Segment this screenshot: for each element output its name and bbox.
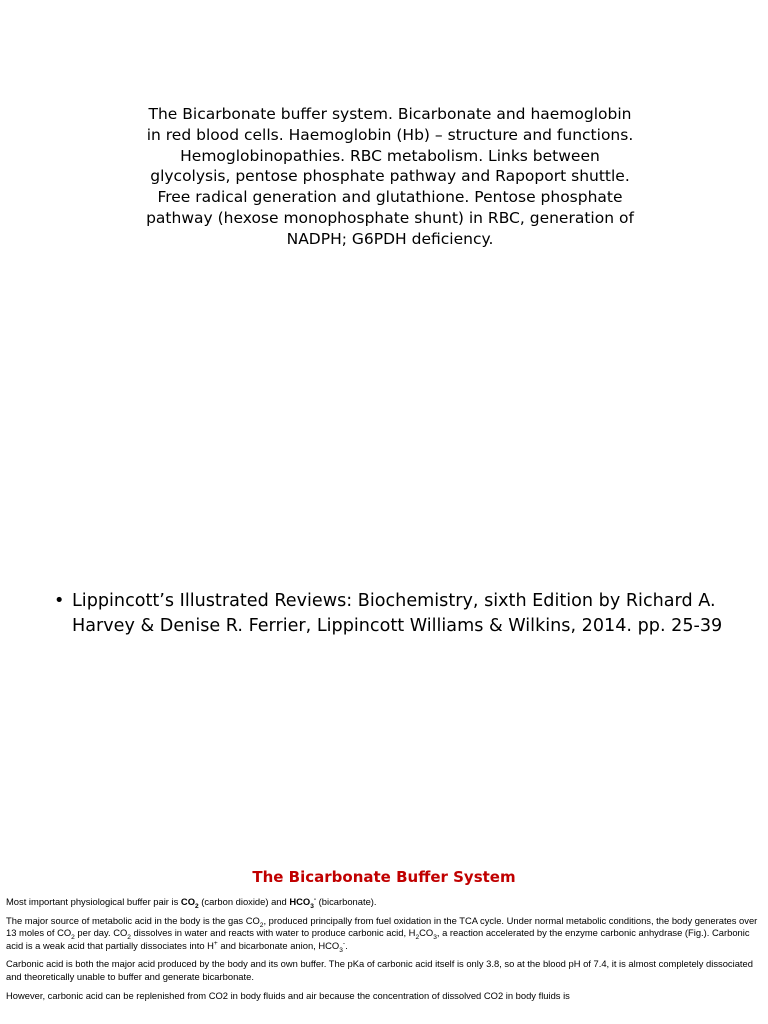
reference-item bbox=[54, 589, 734, 638]
bullet-icon: • bbox=[54, 591, 65, 611]
hco3-term bbox=[289, 895, 317, 910]
p2-a: The major source of metabolic acid in the body is the gas CO bbox=[6, 914, 260, 926]
co2-text: CO bbox=[180, 896, 195, 907]
paragraph-replenish: However, carbonic acid can be replenished from CO2 in body fluids and air because the concentration of dissolved CO2 in body fluids is bbox=[6, 989, 570, 1001]
reference-text: Lippincott’s Illustrated Reviews: Biochemistry, sixth Edition by Richard A. Harvey & Denise R. Ferrier, Lippincott Williams & Wilkins, 2014. pp. 25-39 bbox=[72, 591, 723, 636]
p2-c-sub: 2 bbox=[127, 934, 131, 942]
p1-lead: Most important physiological buffer pair is bbox=[6, 896, 181, 907]
lecture-topics-title: The Bicarbonate buffer system. Bicarbonate and haemoglobin in red blood cells. Haemoglobin (Hb) – structure and functions. Hemoglobinopathies. RBC metabolism. Links between glycolysis, pentose phosphate pathway and Rapoport shuttle. Free radical generation and glutathione. Pentose phosphate pathway (hexose monophosphate shunt) in RBC, generation of NADPH; G6PDH deficiency. bbox=[146, 105, 634, 248]
p2-b: , produced principally from fuel oxidation in the TCA cycle. Under normal metabolic conditions, the body generates over 13 moles of CO bbox=[6, 914, 758, 939]
p2-a-sub: 2 bbox=[259, 921, 264, 929]
p2-f-sub: 3 bbox=[339, 946, 343, 954]
paragraph-carbonic-acid: Carbonic acid is both the major acid produced by the body and its own buffer. The pKa of carbonic acid itself is only 3.8, so at the blood pH of 7.4, it is almost completely dissociated and theoretically unable to buffer and generate bicarbonate. bbox=[6, 958, 753, 982]
co2-subscript: 2 bbox=[194, 902, 199, 910]
slide-references bbox=[0, 575, 768, 840]
p2-d: dissolves in water and reacts with water to produce carbonic acid, H bbox=[130, 927, 416, 939]
p2-e: , a reaction accelerated by the enzyme carbonic anhydrase (Fig.). Carbonic acid is a weak acid that partially dissociates into H bbox=[6, 927, 750, 951]
hco3-superscript: - bbox=[313, 895, 317, 903]
p2-b-sub: 2 bbox=[71, 934, 75, 942]
p2-g: . bbox=[345, 939, 348, 951]
p2-d-sub1: 2 bbox=[415, 934, 420, 942]
slide-bicarbonate-buffer bbox=[0, 852, 768, 1024]
p2-c: per day. CO bbox=[74, 927, 128, 939]
p2-f-sup: - bbox=[342, 939, 346, 947]
p2-e-sup: + bbox=[213, 939, 218, 947]
hco3-text: HCO bbox=[289, 896, 311, 907]
slide-heading: The Bicarbonate Buffer System bbox=[252, 868, 516, 886]
p1-mid: (carbon dioxide) and bbox=[198, 896, 290, 907]
paragraph-metabolic-acid bbox=[6, 915, 760, 953]
reference-list bbox=[54, 589, 734, 638]
p1-tail: (bicarbonate). bbox=[316, 896, 377, 907]
hco3-subscript: 3 bbox=[310, 902, 314, 910]
p2-f: and bicarbonate anion, HCO bbox=[217, 939, 340, 951]
p2-d-sub2: 3 bbox=[433, 934, 437, 942]
paragraph-buffer-pair bbox=[6, 896, 760, 909]
p2-d-mid: CO bbox=[419, 927, 434, 939]
slide-body bbox=[6, 896, 760, 1008]
co2-term bbox=[180, 896, 199, 910]
